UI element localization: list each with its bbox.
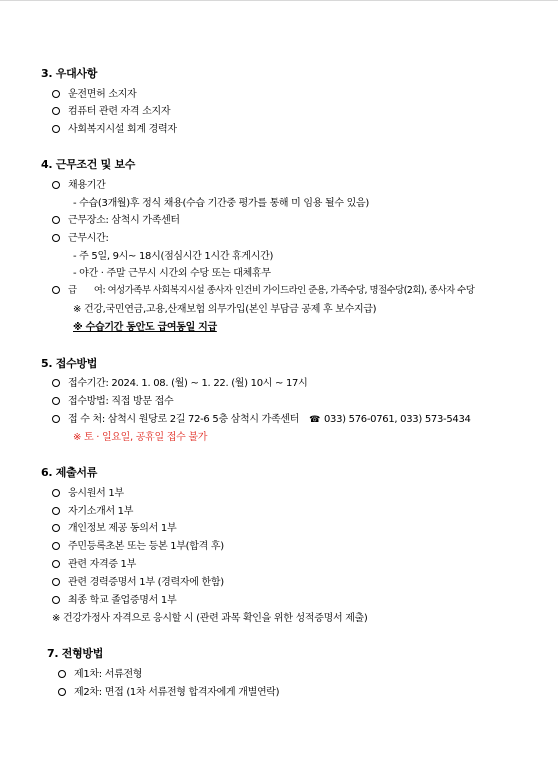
list-item: 접수방법: 직접 방문 접수 <box>52 392 173 407</box>
circle-bullet-icon <box>52 125 60 133</box>
circle-bullet-icon <box>52 216 60 224</box>
phone-icon: ☎ <box>309 415 320 425</box>
section-5-title: 5. 접수방법 <box>41 357 98 370</box>
circle-bullet-icon <box>52 397 60 405</box>
hours-detail: - 주 5일, 9시~ 18시(점심시간 1시간 휴게시간) <box>73 251 274 262</box>
list-item: 접 수 처: 삼척시 원당로 2길 72-6 5층 삼척시 가족센터 ☎ 033) 576-0761, 033) 573-5434 <box>52 410 471 425</box>
list-item: 접수기간: 2024. 1. 08. (월) ~ 1. 22. (월) 10시 ~ 17시 <box>52 374 307 389</box>
list-item: 개인정보 제공 동의서 1부 <box>52 519 176 534</box>
list-item: 채용기간 <box>52 176 105 191</box>
circle-bullet-icon <box>52 181 60 189</box>
list-item: 최종 학교 졸업증명서 1부 <box>52 591 176 606</box>
list-item: 주민등록초본 또는 등본 1부(합격 후) <box>52 537 224 552</box>
list-item: 자기소개서 1부 <box>52 502 133 517</box>
section-7-title: 7. 전형방법 <box>47 647 104 660</box>
closed-days-warning: ※ 토 · 일요일, 공휴일 접수 불가 <box>73 432 208 443</box>
circle-bullet-icon <box>52 107 60 115</box>
circle-bullet-icon <box>52 542 60 550</box>
circle-bullet-icon <box>52 507 60 515</box>
section-4-title: 4. 근무조건 및 보수 <box>41 158 136 171</box>
circle-bullet-icon <box>58 688 66 696</box>
phone-number: 033) 576-0761, 033) 573-5434 <box>324 414 471 425</box>
list-item: 제2차: 면접 (1차 서류전형 합격자에게 개별연락) <box>58 683 279 698</box>
list-item: 운전면허 소지자 <box>52 85 136 100</box>
list-item: 관련 경력증명서 1부 (경력자에 한함) <box>52 573 224 588</box>
insurance-note: ※ 건강,국민연금,고용,산재보험 의무가입(본인 부담금 공제 후 보수지급) <box>73 304 377 315</box>
hours-detail: - 야간 · 주말 근무시 시간외 수당 또는 대체휴무 <box>73 268 271 279</box>
circle-bullet-icon <box>52 524 60 532</box>
circle-bullet-icon <box>58 670 66 678</box>
section-6-title: 6. 제출서류 <box>41 466 98 479</box>
circle-bullet-icon <box>52 578 60 586</box>
list-item: 관련 자격증 1부 <box>52 555 136 570</box>
list-item: 제1차: 서류전형 <box>58 665 142 680</box>
top-border <box>0 0 558 1</box>
list-item: 컴퓨터 관련 자격 소지자 <box>52 102 170 117</box>
circle-bullet-icon <box>52 286 60 294</box>
circle-bullet-icon <box>52 596 60 604</box>
circle-bullet-icon <box>52 415 60 423</box>
circle-bullet-icon <box>52 489 60 497</box>
circle-bullet-icon <box>52 379 60 387</box>
list-item: 근무시간: <box>52 229 109 244</box>
period-detail: - 수습(3개월)후 정식 채용(수습 기간중 평가를 통해 미 임용 될수 있음) <box>73 198 369 209</box>
section-3-title: 3. 우대사항 <box>41 67 98 80</box>
circle-bullet-icon <box>52 90 60 98</box>
list-item: 사회복지시설 회계 경력자 <box>52 120 177 135</box>
probation-pay-note: ※ 수습기간 동안도 급여동일 지급 <box>73 322 217 333</box>
transcript-note: ※ 건강가정사 자격으로 응시할 시 (관련 과목 확인을 위한 성적증명서 제출) <box>52 613 368 624</box>
list-item: 근무장소: 삼척시 가족센터 <box>52 211 180 226</box>
circle-bullet-icon <box>52 560 60 568</box>
list-item: 응시원서 1부 <box>52 484 124 499</box>
circle-bullet-icon <box>52 234 60 242</box>
list-item: 급 여: 여성가족부 사회복지시설 종사자 인건비 가이드라인 준용, 가족수당, 명절수당(2회), 종사자 수당 <box>52 282 474 296</box>
